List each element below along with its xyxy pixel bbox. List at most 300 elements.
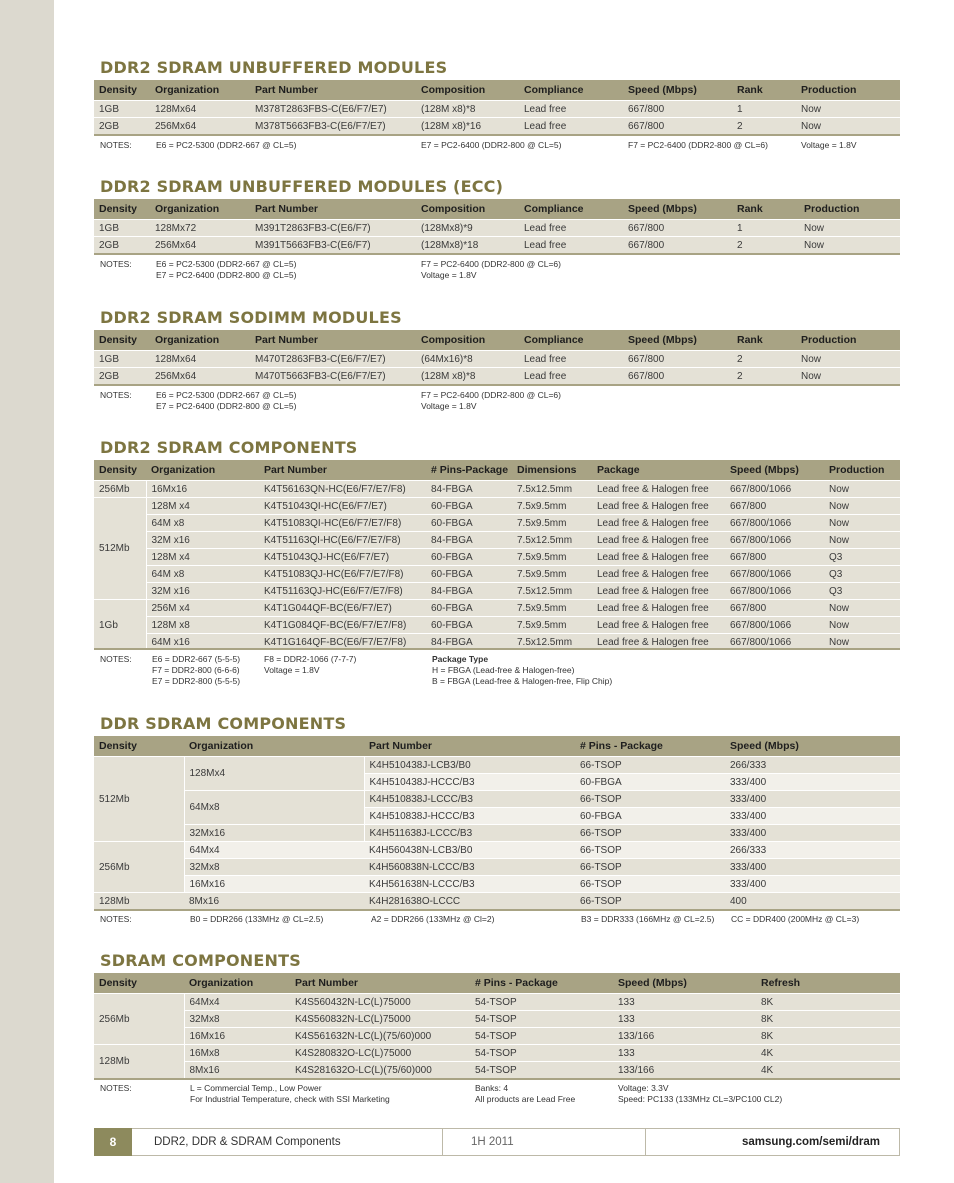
density-cell: 256Mb [94, 994, 184, 1045]
table-bottom-rule [94, 253, 900, 255]
cell: 60-FBGA [575, 774, 725, 791]
col-header: Part Number [364, 736, 575, 757]
density-cell: 512Mb [94, 757, 184, 842]
cell: Lead free & Halogen free [592, 566, 725, 583]
cell: 60-FBGA [426, 617, 512, 634]
col-header: Speed (Mbps) [623, 199, 732, 220]
col-header: Composition [416, 80, 519, 101]
cell: K4H561638N-LCCC/B3 [364, 876, 575, 893]
cell: 256Mx64 [150, 368, 250, 385]
cell: M378T2863FBS-C(E6/F7/E7) [250, 101, 416, 118]
table-ddr-components [94, 736, 900, 909]
cell: 84-FBGA [426, 481, 512, 498]
note: E6 = PC2-5300 (DDR2-667 @ CL=5) [156, 140, 297, 150]
cell: K4H281638O-LCCC [364, 893, 575, 910]
table-row [94, 859, 900, 876]
note: F7 = PC2-6400 (DDR2-800 @ CL=6) [421, 259, 561, 269]
cell: 7.5x12.5mm [512, 532, 592, 549]
cell: 133/166 [613, 1062, 756, 1079]
cell: 8K [756, 994, 900, 1011]
cell: 54-TSOP [470, 1062, 613, 1079]
cell: 60-FBGA [426, 498, 512, 515]
col-header: Compliance [519, 330, 623, 351]
cell: 8K [756, 1028, 900, 1045]
cell: 128M x4 [146, 498, 259, 515]
cell: 133 [613, 1011, 756, 1028]
cell: K4H510838J-HCCC/B3 [364, 808, 575, 825]
col-header: Package [592, 460, 725, 481]
cell: Lead free & Halogen free [592, 481, 725, 498]
cell: Lead free & Halogen free [592, 583, 725, 600]
cell: 66-TSOP [575, 859, 725, 876]
cell: 133 [613, 1045, 756, 1062]
cell: 333/400 [725, 876, 900, 893]
note: F7 = PC2-6400 (DDR2-800 @ CL=6) [628, 140, 768, 150]
footer-url-link[interactable]: samsung.com/semi/dram [741, 1136, 880, 1148]
table-row [94, 893, 900, 910]
cell: 32M x16 [146, 583, 259, 600]
table-row [94, 220, 900, 237]
org-cell: 64Mx8 [184, 791, 364, 825]
cell: M470T2863FB3-C(E6/F7/E7) [250, 351, 416, 368]
table-sdram-components [94, 973, 900, 1078]
cell: 667/800 [725, 549, 824, 566]
table-row [94, 481, 900, 498]
cell: 667/800/1066 [725, 515, 824, 532]
cell: 333/400 [725, 808, 900, 825]
cell: 667/800 [623, 351, 732, 368]
cell: 266/333 [725, 757, 900, 774]
cell: 2 [732, 351, 796, 368]
cell: Now [799, 220, 900, 237]
cell: 2GB [94, 368, 150, 385]
col-header: Part Number [250, 330, 416, 351]
col-header: Density [94, 330, 150, 351]
note: E6 = PC2-5300 (DDR2-667 @ CL=5) [156, 390, 297, 400]
cell: 2 [732, 368, 796, 385]
cell: M378T5663FB3-C(E6/F7/E7) [250, 118, 416, 135]
notes-label: NOTES: [100, 654, 132, 664]
cell: (128M x8)*8 [416, 101, 519, 118]
col-header: Composition [416, 199, 519, 220]
page-sidebar-band [0, 0, 54, 1183]
col-header: Speed (Mbps) [623, 330, 732, 351]
cell: 128Mx64 [150, 101, 250, 118]
cell: 54-TSOP [470, 1045, 613, 1062]
table-bottom-rule [94, 134, 900, 136]
cell: Lead free [519, 220, 623, 237]
col-header: # Pins-Package [426, 460, 512, 481]
col-header: Density [94, 80, 150, 101]
cell: K4S561632N-LC(L)(75/60)000 [290, 1028, 470, 1045]
note: For Industrial Temperature, check with SSI Marketing [190, 1094, 390, 1104]
cell: 667/800 [623, 101, 732, 118]
cell: 7.5x9.5mm [512, 498, 592, 515]
col-header: Part Number [250, 199, 416, 220]
cell: 32Mx8 [184, 1011, 290, 1028]
cell: 54-TSOP [470, 994, 613, 1011]
cell: Now [796, 101, 900, 118]
cell: 7.5x9.5mm [512, 566, 592, 583]
cell: K4T51043QJ-HC(E6/F7/E7) [259, 549, 426, 566]
cell: K4S281632O-LC(L)(75/60)000 [290, 1062, 470, 1079]
cell: 8Mx16 [184, 1062, 290, 1079]
col-header: Density [94, 736, 184, 757]
cell: 667/800/1066 [725, 566, 824, 583]
note: Voltage = 1.8V [801, 140, 857, 150]
table-row [94, 617, 900, 634]
notes-label: NOTES: [100, 140, 132, 150]
col-header: Production [796, 330, 900, 351]
cell: 667/800 [623, 368, 732, 385]
density-cell: 512Mb [94, 498, 146, 600]
table-ddr2-sodimm [94, 330, 900, 384]
col-header: Speed (Mbps) [725, 460, 824, 481]
cell: Now [796, 368, 900, 385]
cell: 667/800 [725, 600, 824, 617]
note: E7 = DDR2-800 (5-5-5) [152, 676, 241, 686]
density-cell: 256Mb [94, 842, 184, 893]
cell: 60-FBGA [575, 808, 725, 825]
cell: Lead free & Halogen free [592, 549, 725, 566]
note: CC = DDR400 (200MHz @ CL=3) [731, 914, 860, 924]
cell: 66-TSOP [575, 791, 725, 808]
col-header: Production [799, 199, 900, 220]
col-header: Part Number [290, 973, 470, 994]
note-heading: Package Type [432, 654, 489, 664]
cell: 7.5x9.5mm [512, 549, 592, 566]
cell: 60-FBGA [426, 515, 512, 532]
table-row [94, 1028, 900, 1045]
col-header: Part Number [259, 460, 426, 481]
cell: (128Mx8)*18 [416, 237, 519, 254]
table-row [94, 1045, 900, 1062]
cell: 128M x4 [146, 549, 259, 566]
cell: Now [824, 634, 900, 651]
cell: 66-TSOP [575, 825, 725, 842]
col-header: Dimensions [512, 460, 592, 481]
cell: K4S560832N-LC(L)75000 [290, 1011, 470, 1028]
cell: 60-FBGA [426, 600, 512, 617]
cell: 1GB [94, 351, 150, 368]
cell: Now [824, 617, 900, 634]
notes-label: NOTES: [100, 390, 132, 400]
notes-label: NOTES: [100, 259, 132, 269]
col-header: Compliance [519, 80, 623, 101]
note: Voltage = 1.8V [264, 665, 320, 675]
note: B3 = DDR333 (166MHz @ CL=2.5) [581, 914, 715, 924]
col-header: # Pins - Package [575, 736, 725, 757]
cell: 667/800/1066 [725, 532, 824, 549]
cell: Lead free & Halogen free [592, 498, 725, 515]
cell: 256Mx64 [150, 118, 250, 135]
page-footer [94, 1128, 900, 1156]
cell: Lead free [519, 101, 623, 118]
cell: 128Mx64 [150, 351, 250, 368]
cell: 1 [732, 101, 796, 118]
cell: 400 [725, 893, 900, 910]
cell: Now [824, 532, 900, 549]
cell: 64M x8 [146, 515, 259, 532]
cell: 1GB [94, 101, 150, 118]
cell: 667/800/1066 [725, 634, 824, 651]
cell: 133 [613, 994, 756, 1011]
cell: K4H560438N-LCB3/B0 [364, 842, 575, 859]
cell: Q3 [824, 566, 900, 583]
cell: 32M x16 [146, 532, 259, 549]
col-header: Organization [150, 80, 250, 101]
cell: 2 [732, 118, 796, 135]
cell: Lead free [519, 368, 623, 385]
note: Voltage = 1.8V [421, 270, 477, 280]
cell: K4T56163QN-HC(E6/F7/E7/F8) [259, 481, 426, 498]
footer-divider [645, 1128, 646, 1156]
cell: 84-FBGA [426, 583, 512, 600]
table-ddr2-unbuffered [94, 80, 900, 134]
cell: Lead free [519, 237, 623, 254]
table-row [94, 118, 900, 135]
footer-title: DDR2, DDR & SDRAM Components [154, 1136, 341, 1148]
note: Banks: 4 [475, 1083, 509, 1093]
cell: K4H510438J-HCCC/B3 [364, 774, 575, 791]
cell: 66-TSOP [575, 876, 725, 893]
table-row [94, 1062, 900, 1079]
table-row [94, 532, 900, 549]
cell: 4K [756, 1045, 900, 1062]
cell: K4T51043QI-HC(E6/F7/E7) [259, 498, 426, 515]
note: E7 = PC2-6400 (DDR2-800 @ CL=5) [156, 401, 297, 411]
cell: 7.5x9.5mm [512, 515, 592, 532]
cell: Lead free & Halogen free [592, 532, 725, 549]
note: E7 = PC2-6400 (DDR2-800 @ CL=5) [421, 140, 562, 150]
table-ddr2-components [94, 460, 900, 650]
table-row [94, 842, 900, 859]
cell: 66-TSOP [575, 842, 725, 859]
cell: M391T2863FB3-C(E6/F7) [250, 220, 416, 237]
org-cell: 16Mx16 [184, 876, 364, 893]
cell: K4T51163QI-HC(E6/F7/E7/F8) [259, 532, 426, 549]
cell: 16Mx8 [184, 1045, 290, 1062]
cell: (128M x8)*16 [416, 118, 519, 135]
cell: 66-TSOP [575, 757, 725, 774]
table-row [94, 994, 900, 1011]
notes-label: NOTES: [100, 914, 132, 924]
cell: 60-FBGA [426, 549, 512, 566]
note: Voltage = 1.8V [421, 401, 477, 411]
table-row [94, 237, 900, 254]
table-bottom-rule [94, 384, 900, 386]
cell: 2GB [94, 118, 150, 135]
cell: 7.5x9.5mm [512, 600, 592, 617]
cell: 66-TSOP [575, 893, 725, 910]
cell: 256Mx64 [150, 237, 250, 254]
col-header: Part Number [250, 80, 416, 101]
cell: 128Mx72 [150, 220, 250, 237]
table-row [94, 351, 900, 368]
col-header: Organization [184, 736, 364, 757]
table-row [94, 101, 900, 118]
footer-date: 1H 2011 [471, 1136, 514, 1148]
cell: K4T51083QI-HC(E6/F7/E7/F8) [259, 515, 426, 532]
col-header: # Pins - Package [470, 973, 613, 994]
density-cell: 1Gb [94, 600, 146, 651]
table-bottom-rule [94, 648, 900, 650]
col-header: Speed (Mbps) [623, 80, 732, 101]
table-row [94, 549, 900, 566]
cell: 84-FBGA [426, 634, 512, 651]
section-title: DDR2 SDRAM COMPONENTS [100, 438, 358, 457]
cell: 333/400 [725, 791, 900, 808]
density-cell: 256Mb [94, 481, 146, 498]
cell: 667/800 [725, 498, 824, 515]
cell: K4H510438J-LCB3/B0 [364, 757, 575, 774]
note: B0 = DDR266 (133MHz @ CL=2.5) [190, 914, 324, 924]
section-title: SDRAM COMPONENTS [100, 951, 301, 970]
col-header: Compliance [519, 199, 623, 220]
col-header: Composition [416, 330, 519, 351]
cell: 2 [732, 237, 799, 254]
org-cell: 32Mx8 [184, 859, 364, 876]
note: E6 = PC2-5300 (DDR2-667 @ CL=5) [156, 259, 297, 269]
table-row [94, 600, 900, 617]
section-title: DDR2 SDRAM SODIMM MODULES [100, 308, 402, 327]
section-title: DDR SDRAM COMPONENTS [100, 714, 347, 733]
org-cell: 128Mx4 [184, 757, 364, 791]
cell: 133/166 [613, 1028, 756, 1045]
cell: 64M x16 [146, 634, 259, 651]
cell: Lead free & Halogen free [592, 600, 725, 617]
col-header: Production [796, 80, 900, 101]
cell: 128M x8 [146, 617, 259, 634]
cell: M391T5663FB3-C(E6/F7) [250, 237, 416, 254]
col-header: Production [824, 460, 900, 481]
cell: Now [796, 118, 900, 135]
cell: K4H510838J-LCCC/B3 [364, 791, 575, 808]
note: E6 = DDR2-667 (5-5-5) [152, 654, 241, 664]
note: All products are Lead Free [475, 1094, 576, 1104]
cell: 7.5x9.5mm [512, 617, 592, 634]
cell: 84-FBGA [426, 532, 512, 549]
table-row [94, 583, 900, 600]
col-header: Organization [150, 330, 250, 351]
cell: 333/400 [725, 774, 900, 791]
note: Voltage: 3.3V [618, 1083, 669, 1093]
table-row [94, 791, 900, 808]
cell: 667/800 [623, 118, 732, 135]
col-header: Density [94, 973, 184, 994]
cell: 7.5x12.5mm [512, 481, 592, 498]
cell: 333/400 [725, 859, 900, 876]
cell: 667/800 [623, 237, 732, 254]
note: A2 = DDR266 (133MHz @ Cl=2) [371, 914, 495, 924]
cell: 2GB [94, 237, 150, 254]
cell: 667/800/1066 [725, 617, 824, 634]
cell: M470T5663FB3-C(E6/F7/E7) [250, 368, 416, 385]
cell: 8K [756, 1011, 900, 1028]
cell: K4T1G044QF-BC(E6/F7/E7) [259, 600, 426, 617]
cell: 1 [732, 220, 799, 237]
cell: 333/400 [725, 825, 900, 842]
cell: K4H560838N-LCCC/B3 [364, 859, 575, 876]
col-header: Speed (Mbps) [725, 736, 900, 757]
cell: Lead free [519, 351, 623, 368]
cell: Lead free & Halogen free [592, 515, 725, 532]
col-header: Rank [732, 80, 796, 101]
cell: Q3 [824, 549, 900, 566]
note: L = Commercial Temp., Low Power [190, 1083, 322, 1093]
table-bottom-rule [94, 1078, 900, 1080]
org-cell: 32Mx16 [184, 825, 364, 842]
col-header: Density [94, 199, 150, 220]
section-title: DDR2 SDRAM UNBUFFERED MODULES (ECC) [100, 177, 504, 196]
note: F7 = PC2-6400 (DDR2-800 @ CL=6) [421, 390, 561, 400]
cell: Now [799, 237, 900, 254]
org-cell: 8Mx16 [184, 893, 364, 910]
cell: K4T1G084QF-BC(E6/F7/E7/F8) [259, 617, 426, 634]
cell: K4H511638J-LCCC/B3 [364, 825, 575, 842]
cell: 266/333 [725, 842, 900, 859]
table-row [94, 757, 900, 774]
table-bottom-rule [94, 909, 900, 911]
cell: (128Mx8)*9 [416, 220, 519, 237]
note: F8 = DDR2-1066 (7-7-7) [264, 654, 357, 664]
cell: K4S280832O-LC(L)75000 [290, 1045, 470, 1062]
note: B = FBGA (Lead-free & Halogen-free, Flip Chip) [432, 676, 613, 686]
cell: 7.5x12.5mm [512, 634, 592, 651]
col-header: Refresh [756, 973, 900, 994]
table-row [94, 566, 900, 583]
cell: 60-FBGA [426, 566, 512, 583]
cell: Now [824, 600, 900, 617]
density-cell: 128Mb [94, 893, 184, 910]
table-row [94, 876, 900, 893]
note: H = FBGA (Lead-free & Halogen-free) [432, 665, 575, 675]
section-title: DDR2 SDRAM UNBUFFERED MODULES [100, 58, 448, 77]
cell: (64Mx16)*8 [416, 351, 519, 368]
cell: Now [796, 351, 900, 368]
cell: 256M x4 [146, 600, 259, 617]
table-row [94, 1011, 900, 1028]
cell: 4K [756, 1062, 900, 1079]
page-number: 8 [94, 1128, 132, 1156]
cell: Lead free [519, 118, 623, 135]
cell: K4S560432N-LC(L)75000 [290, 994, 470, 1011]
footer-divider [899, 1128, 900, 1156]
cell: 1GB [94, 220, 150, 237]
density-cell: 128Mb [94, 1045, 184, 1079]
col-header: Organization [146, 460, 259, 481]
cell: K4T1G164QF-BC(E6/F7/E7/F8) [259, 634, 426, 651]
table-row [94, 515, 900, 532]
cell: Q3 [824, 583, 900, 600]
cell: Now [824, 515, 900, 532]
notes-label: NOTES: [100, 1083, 132, 1093]
note: F7 = DDR2-800 (6-6-6) [152, 665, 240, 675]
table-row [94, 498, 900, 515]
col-header: Organization [150, 199, 250, 220]
cell: K4T51083QJ-HC(E6/F7/E7/F8) [259, 566, 426, 583]
cell: 667/800/1066 [725, 481, 824, 498]
cell: 54-TSOP [470, 1011, 613, 1028]
cell: 667/800 [623, 220, 732, 237]
col-header: Organization [184, 973, 290, 994]
cell: Now [824, 481, 900, 498]
cell: 667/800/1066 [725, 583, 824, 600]
cell: Now [824, 498, 900, 515]
cell: 16Mx16 [146, 481, 259, 498]
table-ddr2-unbuffered-ecc [94, 199, 900, 253]
cell: 64M x8 [146, 566, 259, 583]
